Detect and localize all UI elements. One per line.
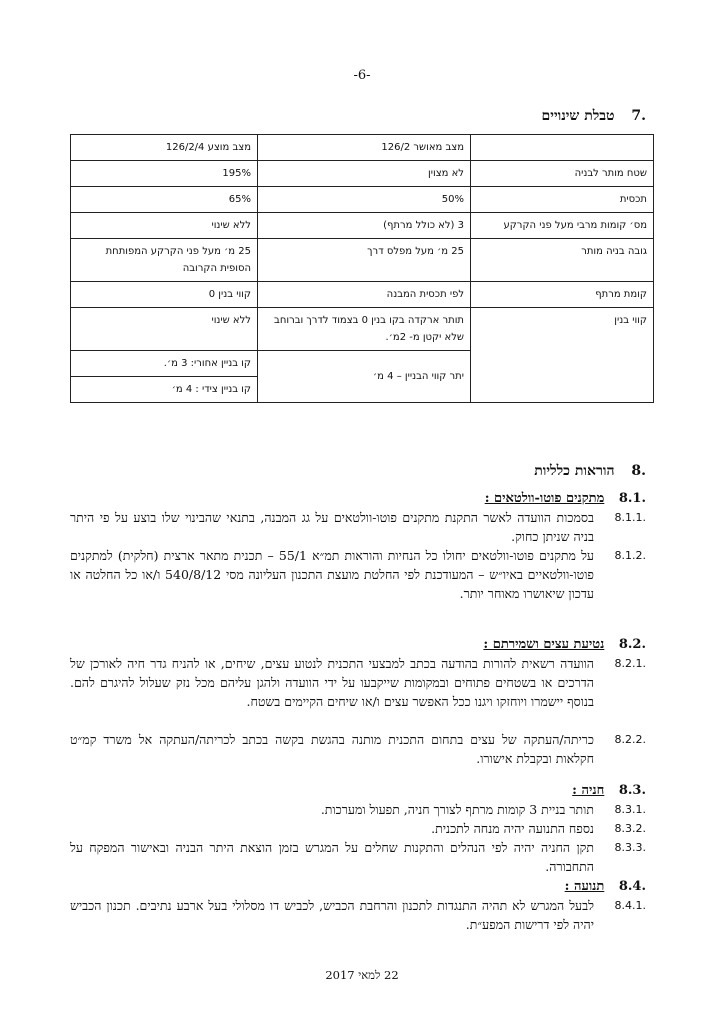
clause-text: נספח התנועה יהיה מנחה לתכנית. (431, 821, 594, 836)
row-label: קווי בנין (471, 308, 654, 403)
clause-number: .8.4.1 (614, 899, 646, 912)
table-row (71, 239, 654, 282)
proposed-cell (71, 351, 258, 403)
table-row (71, 213, 654, 239)
clause-number: .8.3.2 (614, 822, 646, 835)
approved-cell: תותר ארקדה בקו בנין 0 בצמוד לדרך וברוחב שלא יקטן מ- 2מ׳. (258, 308, 471, 351)
proposed-cell: ללא שינוי (71, 308, 258, 351)
clause-text: תקן החניה יהיה לפי הנהלים והתקנות שחלים על המגרש בזמן הוצאת היתר הבניה ובאישור המפקח על התחבורה. (70, 840, 594, 874)
subsection-heading (572, 782, 646, 798)
proposed-cell: ללא שינוי (71, 213, 258, 239)
subsection-title: תנועה : (564, 879, 605, 894)
clause (70, 896, 646, 934)
table-header-cell (471, 135, 654, 161)
approved-cell: יתר קווי הבניין – 4 מ׳ (258, 351, 471, 403)
table-row (71, 187, 654, 213)
clause (70, 838, 646, 876)
subsection-title: חניה : (572, 783, 605, 798)
section-8-heading (534, 463, 646, 480)
clause-number: .8.3.3 (614, 841, 646, 854)
approved-cell: 3 (לא כולל מרתף) (258, 213, 471, 239)
approved-cell: 50% (258, 187, 471, 213)
approved-cell: לפי תכסית המבנה (258, 282, 471, 308)
approved-cell: לא מצוין (258, 161, 471, 187)
clause-text: בסמכות הוועדה לאשר התקנת מתקנים פוטו-וולטאים על גג המבנה, בתנאי שהבינוי שלו בוצע על פי היתר בניה שניתן כחוק. (70, 510, 594, 544)
row-label: שטח מותר לבניה (471, 161, 654, 187)
clause-text: לבעל המגרש לא תהיה התנגדות לתכנון והרחבת הכביש, לכביש דו מסלולי בעל ארבע נתיבים. תכנון הכביש יהיה לפי דרישות המפע״ת. (70, 898, 594, 932)
clause (70, 730, 646, 768)
clause-number: .8.3.1 (614, 803, 646, 816)
proposed-cell: קווי בנין 0 (71, 282, 258, 308)
subsection-heading (485, 490, 646, 506)
clause-text: תותר בניית 3 קומות מרתף לצורך חניה, תפעול ומערכות. (320, 802, 594, 817)
section-title: הוראות כלליות (534, 463, 615, 479)
clause-text: הוועדה רשאית להורות בהודעה בכתב למבצעי התכנית לנטוע עצים, שיחים, או להניח גדר חיה לאורכן של הדרכים או בשטחים פתוחים ובמקומות שייקבעו על ידי הוועדה ולהגן עליהם מכל נזק שעלול להיגרם להם. בנוסף יישמרו ויוחזקו ויגנו ככל האפשר עצים ו/או שיחים הקיימים בשטח. (70, 656, 594, 709)
table-row (71, 161, 654, 187)
subsection-number: .8.2 (618, 637, 646, 652)
clause (70, 800, 646, 819)
table-row (71, 282, 654, 308)
row-label: קומת מרתף (471, 282, 654, 308)
subsection-heading (565, 878, 646, 894)
clause (70, 508, 646, 546)
table-row (71, 308, 654, 351)
section-number: .8 (631, 463, 646, 479)
section-7-heading (542, 108, 646, 125)
proposed-cell: 195% (71, 161, 258, 187)
subsection-number: .8.4 (618, 879, 646, 894)
clause-number: .8.2.2 (614, 733, 646, 746)
clause-number: .8.2.1 (614, 657, 646, 670)
subsection-heading (483, 636, 646, 652)
section-title: טבלת שינויים (541, 108, 615, 124)
proposed-cell: 65% (71, 187, 258, 213)
clause-number: .8.1.2 (614, 549, 646, 562)
subsection-number: .8.3 (618, 783, 646, 798)
table-header-cell: מצב מוצע 126/2/4 (71, 135, 258, 161)
row-label: מס׳ קומות מרבי מעל פני הקרקע (471, 213, 654, 239)
proposed-cell: 25 מ׳ מעל פני הקרקע המפותחת הסופית הקרובה (71, 239, 258, 282)
page-number: -6- (353, 68, 371, 83)
approved-cell: 25 מ׳ מעל מפלס דרך (258, 239, 471, 282)
table-header-cell: מצב מאושר 126/2 (258, 135, 471, 161)
clause-number: .8.1.1 (614, 511, 646, 524)
subsection-title: נטיעת עצים ושמירתם : (483, 637, 605, 652)
clause-text: כריתה/העתקה של עצים בתחום התכנית מותנה בהגשת בקשה בכתב לכריתה/העתקה אל משרד קמ״ט חקלאות ובקבלת אישורו. (70, 732, 594, 766)
subsection-title: מתקנים פוטו-וולטאים : (484, 491, 605, 506)
changes-table (70, 134, 654, 403)
row-label: גובה בניה מותר (471, 239, 654, 282)
clause (70, 546, 646, 603)
rear-setback-text: קו בניין אחורי: 3 מ׳. (163, 358, 251, 369)
table-header-row (71, 135, 654, 161)
side-setback-text: קו בניין צידי : 4 מ׳ (71, 376, 257, 398)
section-number: .7 (631, 108, 646, 124)
subsection-number: .8.1 (618, 491, 646, 506)
row-label: תכסית (471, 187, 654, 213)
footer-date: 22 למאי 2017 (325, 968, 399, 982)
clause (70, 819, 646, 838)
clause-text: על מתקנים פוטו-וולטאים יחולו כל הנחיות והוראות תמ״א 55/1 – תכנית מתאר ארצית (חלקית) למתקנים פוטו-וולטאיים באיו״ש – המעודכנת לפי החלטת מועצת התכנון העליונה מסי 540/8/12 ו/או כל החלטה או עדכון שיאושרו מאוחר יותר. (70, 548, 595, 601)
clause (70, 654, 646, 711)
